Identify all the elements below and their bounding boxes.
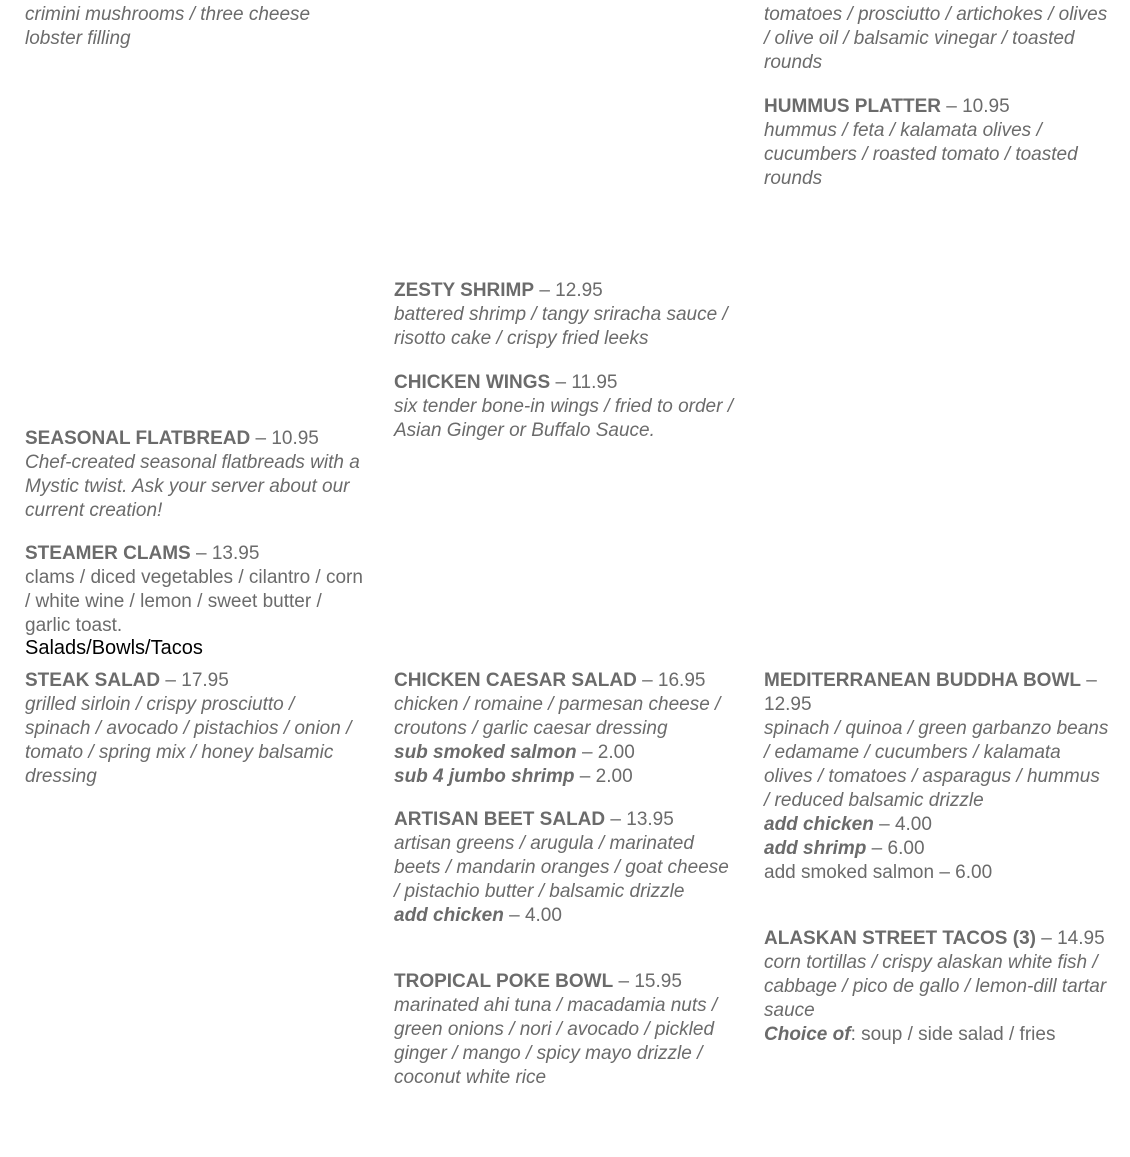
tropical-poke-bowl-item <box>394 970 739 1090</box>
item-description: spinach / quinoa / green garbanzo beans / edamame / cucumbers / kalamata olives / tomatoes / asparagus / hummus / reduced balsamic drizzle <box>764 718 1109 811</box>
addon-option: add smoked salmon – 6.00 <box>764 862 993 883</box>
item-name: STEAMER CLAMS <box>25 543 191 564</box>
item-description: Chef-created seasonal flatbreads with a Mystic twist. Ask your server about our current creation! <box>25 452 360 521</box>
seasonal-flatbread-item <box>25 427 365 523</box>
addon-label: sub smoked salmon <box>394 742 577 763</box>
addon-price: – 2.00 <box>574 766 633 787</box>
item-price: – 12.95 <box>534 280 603 301</box>
hummus-platter-item <box>764 95 1109 191</box>
addon-price: – 4.00 <box>873 814 932 835</box>
item-name: STEAK SALAD <box>25 670 161 691</box>
section-heading: Salads/Bowls/Tacos <box>25 637 203 659</box>
addon-option <box>394 904 739 928</box>
item-price: – 11.95 <box>550 372 618 393</box>
item-description: clams / diced vegetables / cilantro / corn / white wine / lemon / sweet butter / garlic toast. <box>25 567 363 636</box>
side-choice <box>764 1023 1109 1047</box>
addon-label: sub 4 jumbo shrimp <box>394 766 575 787</box>
antipasto-item <box>764 3 1109 75</box>
item-description: crimini mushrooms / three cheese lobster filling <box>25 4 311 49</box>
item-price: – 13.95 <box>190 543 260 564</box>
item-description: tomatoes / prosciutto / artichokes / olives / olive oil / balsamic vinegar / toasted rounds <box>764 4 1108 73</box>
item-name: MEDITERRANEAN BUDDHA BOWL <box>764 670 1081 691</box>
item-price: – 10.95 <box>940 96 1010 117</box>
item-price: – 10.95 <box>250 428 319 449</box>
item-price: – 16.95 <box>636 670 706 691</box>
addon-option <box>764 837 1109 861</box>
item-description: grilled sirloin / crispy prosciutto / spinach / avocado / pistachios / onion / tomato / spring mix / honey balsamic dressing <box>25 694 352 787</box>
item-price: – 17.95 <box>160 670 229 691</box>
item-name: TROPICAL POKE BOWL <box>394 971 614 992</box>
addon-price: – 2.00 <box>576 742 635 763</box>
item-description: six tender bone-in wings / fried to order / Asian Ginger or Buffalo Sauce. <box>394 396 734 441</box>
item-name: HUMMUS PLATTER <box>764 96 941 117</box>
item-name: ARTISAN BEET SALAD <box>394 809 606 830</box>
item-name: SEASONAL FLATBREAD <box>25 428 251 449</box>
item-description: corn tortillas / crispy alaskan white fish / cabbage / pico de gallo / lemon-dill tartar sauce <box>764 952 1107 1021</box>
steamer-clams-item <box>25 542 365 638</box>
item-name: CHICKEN WINGS <box>394 372 551 393</box>
zesty-shrimp-item <box>394 279 739 351</box>
item-description: marinated ahi tuna / macadamia nuts / green onions / nori / avocado / pickled ginger / mango / spicy mayo drizzle / coconut white rice <box>394 995 718 1088</box>
mediterranean-buddha-bowl-item <box>764 669 1109 885</box>
item-price: – 13.95 <box>605 809 674 830</box>
addon-option <box>764 813 1109 837</box>
item-name: ZESTY SHRIMP <box>394 280 535 301</box>
choice-options: : soup / side salad / fries <box>850 1024 1056 1045</box>
addon-label: add chicken <box>764 814 874 835</box>
item-description: artisan greens / arugula / marinated beets / mandarin oranges / goat cheese / pistachio butter / balsamic drizzle <box>394 833 729 902</box>
artisan-beet-salad-item <box>394 808 739 928</box>
item-price: – 15.95 <box>613 971 682 992</box>
item-name: CHICKEN CAESAR SALAD <box>394 670 637 691</box>
item-description: battered shrimp / tangy sriracha sauce / risotto cake / crispy fried leeks <box>394 304 728 349</box>
steak-salad-item <box>25 669 365 789</box>
chicken-wings-item <box>394 371 739 443</box>
choice-label: Choice of <box>764 1024 851 1045</box>
addon-label: add shrimp <box>764 838 867 859</box>
item-price: – 12.95 <box>764 670 1097 715</box>
item-name: ALASKAN STREET TACOS (3) <box>764 928 1036 949</box>
addon-price: – 4.00 <box>503 905 562 926</box>
item-description: chicken / romaine / parmesan cheese / croutons / garlic caesar dressing <box>394 694 721 739</box>
chicken-caesar-salad-item <box>394 669 739 789</box>
addon-label: add chicken <box>394 905 504 926</box>
addon-option <box>394 765 739 789</box>
item-description: hummus / feta / kalamata olives / cucumbers / roasted tomato / toasted rounds <box>764 120 1078 189</box>
stuffed-mushrooms-item <box>25 3 365 51</box>
addon-option <box>394 741 739 765</box>
alaskan-street-tacos-item <box>764 927 1109 1047</box>
addon-price: – 6.00 <box>866 838 925 859</box>
item-price: – 14.95 <box>1035 928 1105 949</box>
